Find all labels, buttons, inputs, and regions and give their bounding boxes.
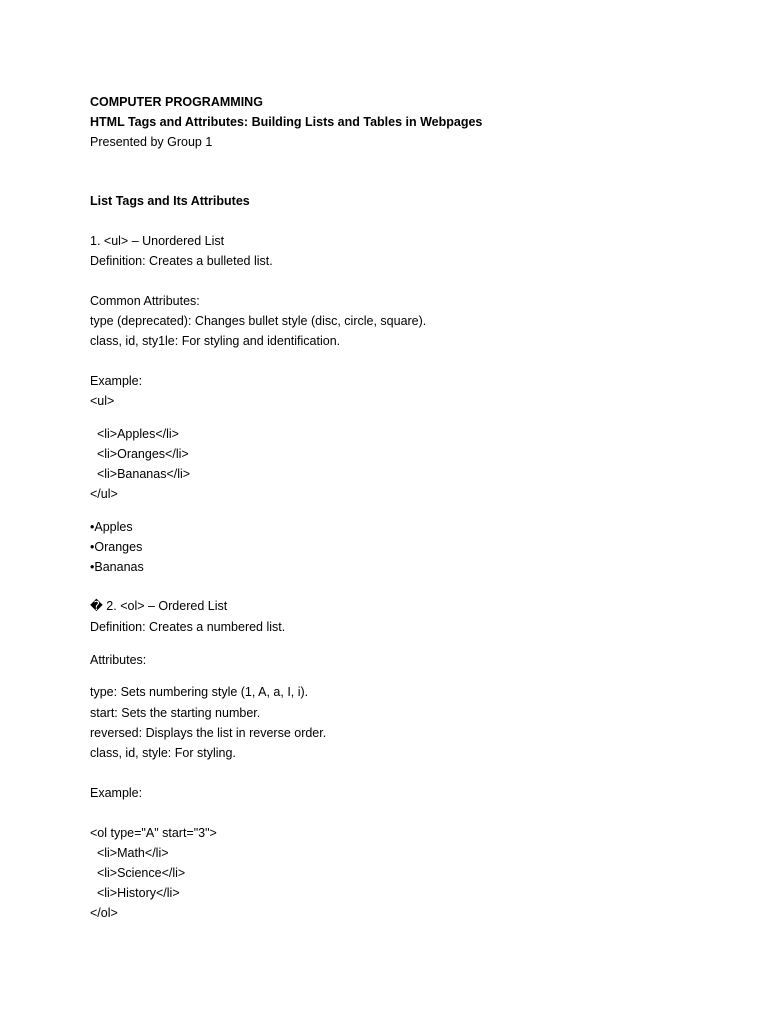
ul-code-line: </ul> [90,487,118,501]
ol-definition: Definition: Creates a numbered list. [90,620,286,634]
section-heading: List Tags and Its Attributes [90,194,250,208]
ol-code-line: <li>Science</li> [90,866,186,880]
ul-code-line: <li>Apples</li> [90,427,179,441]
ol-code-line: <ol type="A" start="3"> [90,826,217,840]
ul-code-line: <li>Oranges</li> [90,447,189,461]
ul-example-label: Example: [90,374,143,388]
document-title: HTML Tags and Attributes: Building Lists and Tables in Webpages [90,115,483,129]
ol-heading: � 2. <ol> – Ordered List [90,599,228,613]
ol-attribute-item: class, id, style: For styling. [90,746,236,760]
ul-output-item: •Oranges [90,540,143,554]
ul-heading: 1. <ul> – Unordered List [90,234,225,248]
course-name: COMPUTER PROGRAMMING [90,95,263,109]
document-page [90,0,730,1024]
ul-definition: Definition: Creates a bulleted list. [90,254,273,268]
ul-attribute-item: type (deprecated): Changes bullet style (disc, circle, square). [90,314,427,328]
ol-attribute-item: start: Sets the starting number. [90,706,261,720]
ul-code-line: <li>Bananas</li> [90,467,191,481]
ol-code-line: <li>Math</li> [90,846,169,860]
ol-attribute-item: reversed: Displays the list in reverse order. [90,726,327,740]
ul-attribute-item: class, id, sty1le: For styling and identification. [90,334,341,348]
presenter-line: Presented by Group 1 [90,135,213,149]
ol-example-label: Example: [90,786,143,800]
ol-code-line: <li>History</li> [90,886,180,900]
ol-code-line: </ol> [90,906,118,920]
ul-output-item: •Apples [90,520,133,534]
ul-code-line: <ul> [90,394,115,408]
ul-attributes-heading: Common Attributes: [90,294,200,308]
ol-attribute-item: type: Sets numbering style (1, A, a, I, i). [90,685,309,699]
ul-output-item: •Bananas [90,560,144,574]
ol-attributes-heading: Attributes: [90,653,147,667]
